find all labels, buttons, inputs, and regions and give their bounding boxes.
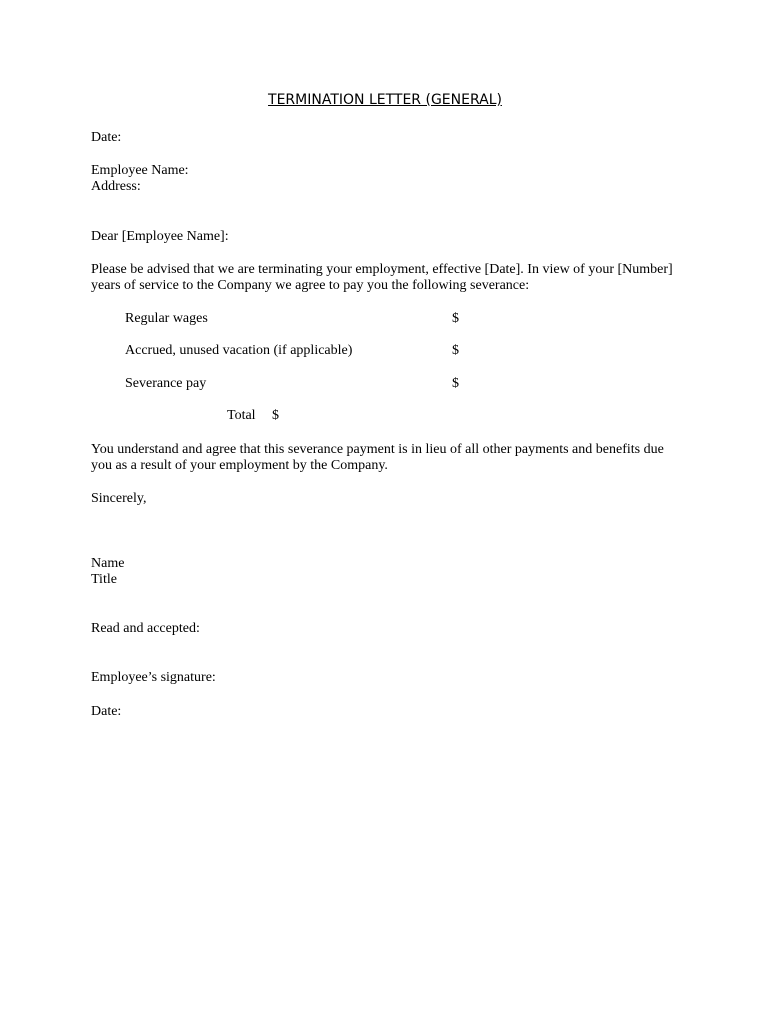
date-label: Date: (91, 130, 122, 145)
signer-title: Title (91, 572, 117, 587)
severance-item-label: Severance pay (125, 376, 207, 391)
total-amount: $ (272, 408, 279, 423)
severance-item-label: Regular wages (125, 311, 208, 326)
severance-item-label: Accrued, unused vacation (if applicable) (125, 343, 353, 358)
total-label: Total (227, 408, 256, 423)
severance-item-amount: $ (452, 311, 459, 326)
final-date-label: Date: (91, 704, 122, 719)
body-paragraph-line-2: years of service to the Company we agree to pay you the following severance: (91, 278, 530, 293)
document-title: TERMINATION LETTER (GENERAL) (268, 92, 502, 108)
severance-item-amount: $ (452, 376, 459, 391)
agreement-line-2: you as a result of your employment by the Company. (91, 458, 388, 473)
body-paragraph-line-1: Please be advised that we are terminating your employment, effective [Date]. In view of your [Number] (91, 262, 673, 277)
employee-signature-label: Employee’s signature: (91, 670, 216, 685)
signer-name: Name (91, 556, 125, 571)
agreement-line-1: You understand and agree that this severance payment is in lieu of all other payments and benefits due (91, 442, 664, 457)
employee-name-label: Employee Name: (91, 163, 189, 178)
salutation: Dear [Employee Name]: (91, 229, 229, 244)
address-label: Address: (91, 179, 141, 194)
severance-item-amount: $ (452, 343, 459, 358)
read-accepted-label: Read and accepted: (91, 621, 200, 636)
closing: Sincerely, (91, 491, 147, 506)
